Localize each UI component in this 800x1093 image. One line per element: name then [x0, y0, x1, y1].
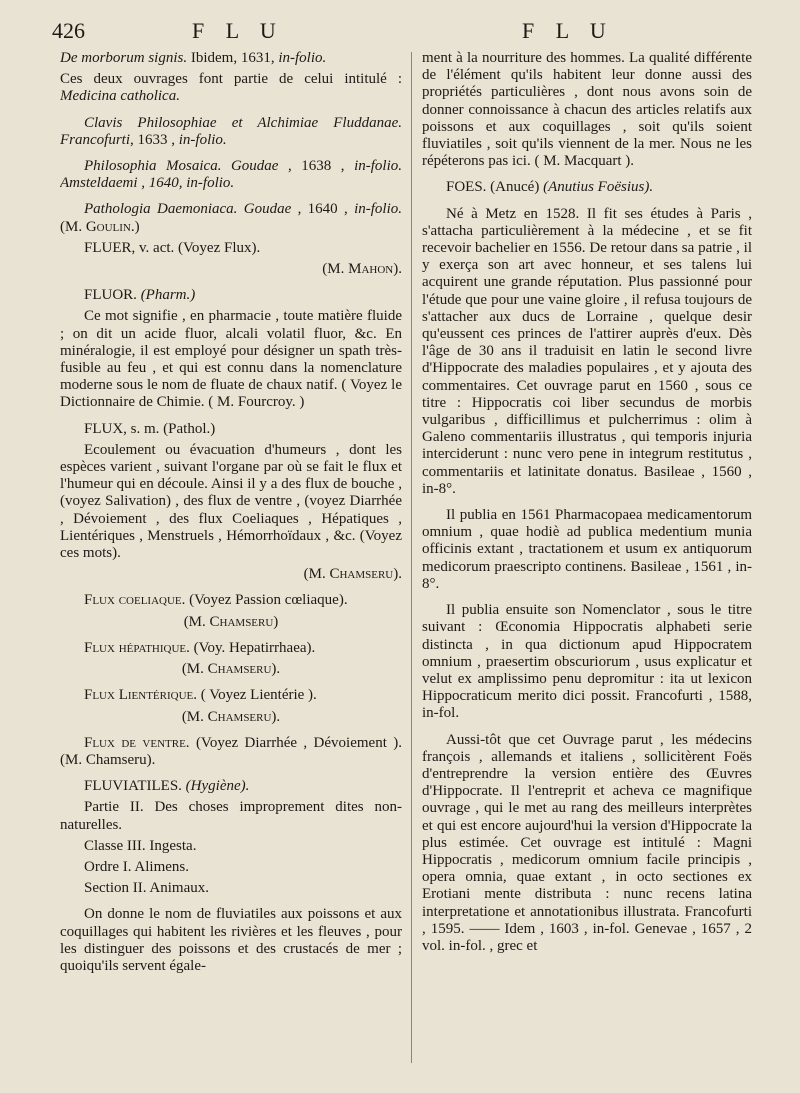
fluviatiles-ordre: Ordre I. Alimens.: [84, 858, 189, 875]
left-running-head: F L U: [192, 18, 284, 43]
right-running-head: F L U: [522, 18, 614, 43]
entry-flux: FLUX, s. m. (Pathol.): [84, 420, 216, 437]
entry-foes: FOES. (Anucé) (Anutius Foësius).: [446, 179, 654, 196]
entry-fluor: FLUOR. (Pharm.): [84, 287, 196, 304]
headword-flux: FLUX: [84, 420, 124, 437]
headword-fluviatiles: FLUVIATILES.: [84, 778, 182, 795]
entry-flux-ventre: Flux de ventre. (Voyez Diarrhée , Dévoiement ). (M. Chamseru).: [60, 734, 402, 768]
ref-4: Philosophia Mosaica. Goudae , 1638 , in-folio. Amsteldaemi , 1640, in-folio.: [60, 158, 402, 192]
headword-foes: FOES. (Anucé): [446, 179, 540, 196]
flux-paragraph: Ecoulement ou évacuation d'humeurs , dont les espèces varient , suivant l'organe par où se fait le flux et l'humeur qui en découle. Ainsi il y a des flux de bouche , (voyez Salivation) , des flux de ventre , (voyez Diarrhée , Dévoiement , des flux Coeliaques , Hépatiques , Lientériques , Menstruels , Hémorrhoïdaux , &c. (Voyez ces mots).: [60, 441, 402, 562]
page-number: 426: [52, 18, 85, 43]
foes-paragraph-3: Il publia ensuite son Nomenclator , sous le titre suivant : Œconomia Hippocratis alphabeti serie distincta , in qua dictionum apud Hippocratem omnium , praesertim obscuriorum , usus explicatur et velut ex amplissimo penu depromitur : ita ut lexicon Hippocraticum merito dici possit. Francofurti , 1588, in-fol.: [422, 602, 752, 722]
foes-paragraph-2: Il publia en 1561 Pharmacopaea medicamentorum omnium , quae hodiè ad publica medentium munia officinis extant , tractationem et usum ex antiquorum medicorum praescripto continens. Basileae , 1561 , in-8°.: [422, 507, 752, 592]
entry-fluviatiles: FLUVIATILES. (Hygiène).: [84, 778, 250, 795]
fluviatiles-paragraph: On donne le nom de fluviatiles aux poissons et aux coquillages qui habitent les rivières et les fleuves , pour les distinguer des poissons et des crustacés de mer ; quoiqu'ils servent égale-: [60, 906, 402, 974]
signature-mahon: (M. Mahon).: [322, 261, 402, 278]
signature-flux: (M. Chamseru).: [303, 566, 402, 583]
headword-fluor: FLUOR.: [84, 287, 137, 304]
page-header: [52, 18, 762, 48]
fluviatiles-continuation: ment à la nourriture des hommes. La qualité différente de l'élément qu'ils habitent leur donne aussi des propriétés particulières , dont nous avons soin de donner connoissance à chacun des articles relatifs aux poissons et aux coquillages , soit qu'ils soient fluviatiles , soit qu'ils viennent de la mer. Nous ne les répéterons pas ici. ( M. Macquart ).: [422, 50, 752, 170]
fluviatiles-classe: Classe III. Ingesta.: [84, 837, 197, 854]
left-column: [60, 50, 402, 1073]
ref-1: De morborum signis. Ibidem, 1631, in-folio.: [60, 50, 327, 66]
foes-paragraph-4: Aussi-tôt que cet Ouvrage parut , les médecins françois , allemands et italiens , sollicitèrent Foës d'entreprendre la version entière des Œuvres d'Hippocrate. Il l'entreprit et acheva ce magnifique ouvrage , qui le met au rang des meilleurs interprètes et qui est encore aujourd'hui la version d'Hippocrate la plus estimée. Cet ouvrage est intitulé : Magni Hippocratis , medicorum omnium facile principis , opera omnia, quae extant , in octo sectiones ex Erotiani mente distributa : nunc recens latina interpretatione et annotationibus illustrata. Francofurti , 1595. —— Idem , 1603 , in-fol. Genevae , 1657 , 2 vol. in-fol. , grec et: [422, 731, 752, 954]
headword-fluer: FLUER: [84, 239, 132, 256]
signature-coeliaque: (M. Chamseru): [183, 613, 279, 630]
entry-flux-lienterique: Flux Lientérique. ( Voyez Lientérie ).: [84, 687, 317, 704]
entry-flux-hepathique: Flux hépathique. (Voy. Hepatirrhaea).: [84, 639, 316, 656]
fluviatiles-partie: Partie II. Des choses improprement dites non-naturelles.: [60, 799, 402, 833]
ref-5: Pathologia Daemoniaca. Goudae , 1640 , in-folio. (M. Goulin.): [60, 201, 402, 235]
fluor-paragraph: Ce mot signifie , en pharmacie , toute matière fluide ; on dit un acide fluor, alcali volatil fluor, &c. En minéralogie, il est employé pour désigner un spath très-fusible au feu , et qui est connu dans la nomenclature moderne sous le nom de fluate de chaux natif. ( Voyez le Dictionnaire de Chimie. ( M. Fourcroy. ): [60, 308, 402, 411]
entry-fluer: FLUER, v. act. (Voyez Flux).: [84, 239, 261, 256]
signature-goulin: (M. Goulin.): [60, 218, 140, 235]
right-column: [422, 50, 752, 1073]
column-divider: [411, 52, 412, 1063]
ref-2: Ces deux ouvrages font partie de celui intitulé : Medicina catholica.: [60, 71, 402, 105]
foes-paragraph-1: Né à Metz en 1528. Il fit ses études à Paris , s'attacha particulièrement à la médecine , et se fit recevoir bachelier en 1556. De retour dans sa patrie , il y exerça son art avec honneur, et ses talens lui acquirent une grande réputation. Plus passionné pour l'étude que pour une vaine gloire , il refusa toujours de s'attacher aux ducs de Lorraine , quelque desir qu'eussent ces princes de l'attirer auprès d'eux. Dès l'âge de 30 ans il traduisit en latin le second livre d'Hippocrate des maladies populaires , et y ajouta des commentaires. Cet ouvrage parut en 1560 , sous ce titre : Hippocratis coi liber secundus de morbis vulgaribus , difficillimus et pulcherrimus : olim à Galeno commentariis illustratus , qui temporis injuria interciderunt : nunc vero pene in integrum restitutus , commentariis et latinitate donatus. Basileae , 1560 , in-8°.: [422, 205, 752, 497]
fluviatiles-section: Section II. Animaux.: [84, 880, 209, 897]
signature-lienterique: (M. Chamseru).: [181, 708, 281, 725]
signature-hepathique: (M. Chamseru).: [181, 661, 281, 678]
ref-3: Clavis Philosophiae et Alchimiae Fluddanae. Francofurti, 1633 , in-folio.: [60, 114, 402, 148]
entry-flux-coeliaque: Flux coeliaque. (Voyez Passion cœliaque).: [84, 592, 348, 609]
